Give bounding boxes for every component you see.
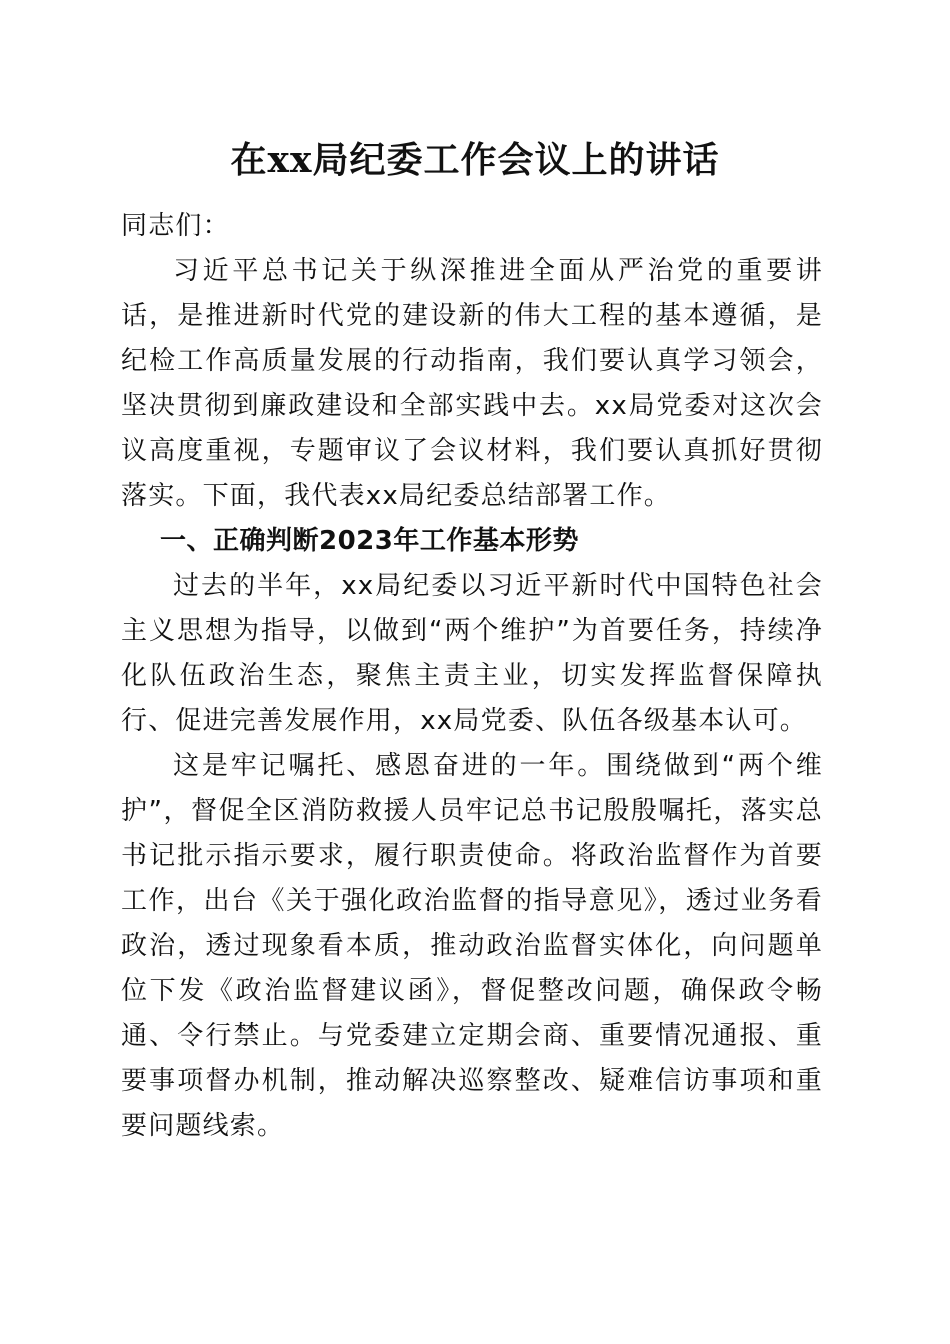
section-paragraph-1: 过去的半年，xx局纪委以习近平新时代中国特色社会主义思想为指导，以做到“两个维护”为首要任务，持续净化队伍政治生态，聚焦主责主业，切实发挥监督保障执行、促进完善发展作用，xx局党委、队伍各级基本认可。 [121,571,823,736]
document-title: 在xx局纪委工作会议上的讲话 [230,139,720,181]
document-body [121,204,823,1149]
section-paragraph-2: 这是牢记嘱托、感恩奋进的一年。围绕做到“两个维护”，督促全区消防救援人员牢记总书记殷殷嘱托，落实总书记批示指示要求，履行职责使命。将政治监督作为首要工作，出台《关于强化政治监督的指导意见》，透过业务看政治，透过现象看本质，推动政治监督实体化，向问题单位下发《政治监督建议函》，督促整改问题，确保政令畅通、令行禁止。与党委建立定期会商、重要情况通报、重要事项督办机制，推动解决巡察整改、疑难信访事项和重要问题线索。 [121,751,823,1141]
intro-paragraph: 习近平总书记关于纵深推进全面从严治党的重要讲话，是推进新时代党的建设新的伟大工程的基本遵循，是纪检工作高质量发展的行动指南，我们要认真学习领会，坚决贯彻到廉政建设和全部实践中去。xx局党委对这次会议高度重视，专题审议了会议材料，我们要认真抓好贯彻落实。下面，我代表xx局纪委总结部署工作。 [121,256,823,511]
salutation: 同志们： [121,211,230,241]
section-heading: 一、正确判断2023年工作基本形势 [160,526,579,556]
